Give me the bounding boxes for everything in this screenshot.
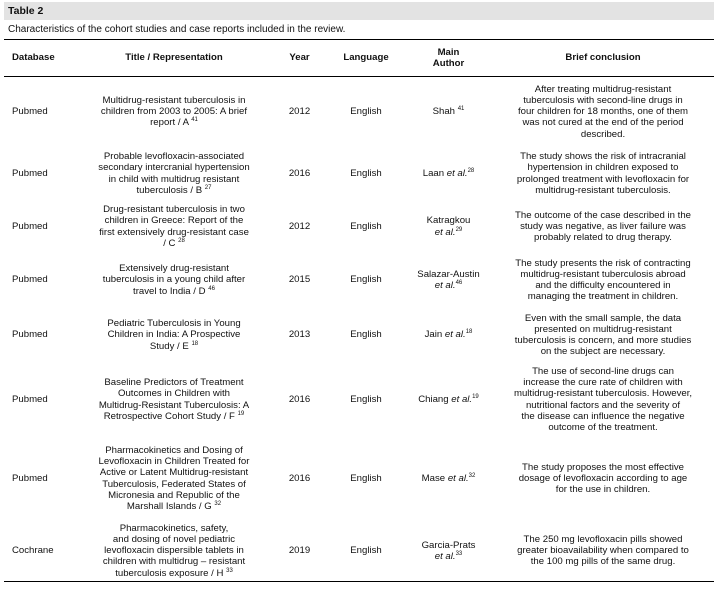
cell-year: 2012 — [288, 220, 311, 232]
header-row — [4, 40, 714, 77]
column-header-author: Main Author — [405, 40, 492, 77]
cell-conclusion: The 250 mg levofloxacin pills showed greater bioavailability when compared to the 100 mg pills of the same drug. — [492, 521, 714, 582]
cell-year: 2016 — [288, 167, 311, 179]
cell-database: Pubmed — [12, 220, 48, 232]
title-reference: 28 — [178, 237, 185, 244]
table-row — [4, 147, 714, 201]
table-row — [4, 521, 714, 582]
table-label: Table 2 — [4, 2, 714, 20]
title-reference: 33 — [226, 567, 233, 574]
table-row — [4, 201, 714, 253]
cell-language: English — [350, 106, 382, 118]
cell-title — [76, 521, 272, 582]
cell-author — [405, 147, 492, 201]
author-text: Laan et al. — [422, 167, 468, 179]
characteristics-table — [4, 39, 714, 582]
author-text: Garcia-Prats et al. — [421, 539, 476, 562]
cell-author — [405, 437, 492, 521]
cell-conclusion: The study shows the risk of intracranial hypertension in children exposed to prolonged treatment with levofloxacin for multidrug-resistant tuberculosis. — [516, 151, 690, 196]
table-row — [4, 308, 714, 363]
cell-title — [76, 147, 272, 201]
title-reference: 19 — [237, 410, 245, 417]
title-reference: 18 — [191, 340, 199, 347]
cell-conclusion: After treating multidrug-resistant tuberculosis with second-line drugs in four children for 18 months, one of them was not cured at the end of the period described. — [517, 83, 689, 140]
title-text: Probable levofloxacin-associated secondary intercranial hypertension in child with multidrug resistant tuberculosis / B — [98, 151, 250, 196]
cell-database: Cochrane — [4, 521, 76, 582]
author-text: Shah — [432, 106, 456, 118]
table-row — [4, 363, 714, 437]
cell-title — [76, 201, 272, 253]
cell-conclusion: Even with the small sample, the data presented on multidrug-resistant tuberculosis is concern, and more studies on the subject are necessary. — [514, 312, 692, 358]
cell-title — [76, 437, 272, 521]
cell-database: Pubmed — [12, 329, 48, 341]
cell-title — [76, 308, 272, 363]
cell-database: Pubmed — [12, 106, 48, 118]
cell-conclusion: The outcome of the case described in the study was negative, as liver failure was probably related to drug therapy. — [515, 209, 691, 244]
cell-language: English — [350, 167, 382, 179]
cell-conclusion: The study presents the risk of contracting multidrug-resistant tuberculosis abroad and the difficulty encountered in managing the treatment in children. — [515, 257, 691, 303]
title-reference: 32 — [214, 500, 222, 507]
table-caption: Characteristics of the cohort studies and case reports included in the review. — [8, 24, 346, 35]
author-reference: 19 — [472, 393, 479, 400]
author-reference: 28 — [467, 167, 475, 174]
author-text: Mase et al. — [421, 472, 469, 484]
author-text: Jain et al. — [424, 329, 466, 341]
title-text: Extensively drug-resistant tuberculosis in a young child after travel to India / D — [102, 263, 246, 297]
column-header-conclusion: Brief conclusion — [492, 40, 714, 77]
author-reference: 29 — [455, 226, 463, 233]
cell-year: 2015 — [288, 274, 311, 286]
cell-language: English — [350, 393, 382, 405]
cell-year: 2019 — [272, 521, 327, 582]
cell-title — [76, 363, 272, 437]
cell-author — [405, 308, 492, 363]
cell-language: English — [350, 220, 382, 232]
table-row — [4, 437, 714, 521]
title-reference: 46 — [208, 285, 215, 292]
author-text: Chiang et al. — [418, 393, 473, 405]
cell-conclusion: The study proposes the most effective dosage of levofloxacin according to age for the use in children. — [518, 461, 688, 496]
author-reference: 46 — [455, 279, 463, 286]
title-text: Drug-resistant tuberculosis in two children in Greece: Report of the first extensively drug-resistant case / C — [99, 204, 249, 249]
title-text: Multidrug-resistant tuberculosis in children from 2003 to 2005: A brief report / A — [100, 94, 248, 129]
cell-language: English — [350, 472, 382, 484]
author-text: Salazar-Austin et al. — [417, 268, 480, 291]
cell-database: Pubmed — [12, 393, 48, 405]
author-reference: 32 — [468, 472, 476, 479]
cell-language: English — [350, 274, 382, 286]
cell-conclusion: The use of second-line drugs can increase the cure rate of children with multidrug-resistant tuberculosis. However, nutritional factors and the severity of the disease can influence the negative outcome of the treatment. — [513, 365, 693, 433]
column-header-year: Year — [272, 40, 327, 77]
cell-author — [405, 253, 492, 308]
column-header-title: Title / Representation — [76, 40, 272, 77]
cell-database: Pubmed — [12, 472, 48, 484]
cell-database: Pubmed — [12, 274, 48, 286]
column-header-language: Language — [327, 40, 405, 77]
cell-year: 2016 — [288, 472, 311, 484]
cell-author — [405, 521, 492, 582]
table-row — [4, 253, 714, 308]
cell-title — [76, 77, 272, 147]
cell-database: Pubmed — [12, 167, 48, 179]
cell-author — [405, 363, 492, 437]
cell-year: 2016 — [288, 393, 311, 405]
cell-language: English — [350, 329, 382, 341]
cell-year: 2013 — [288, 329, 311, 341]
author-text: Katragkou et al. — [426, 215, 471, 238]
author-reference: 41 — [457, 105, 465, 112]
title-text: Pharmacokinetics, safety, and dosing of novel pediatric levofloxacin dispersible tablets in children with multidrug – resistant tuberculosis exposure / H — [102, 522, 246, 579]
author-reference: 18 — [465, 329, 473, 336]
title-reference: 41 — [191, 117, 198, 124]
cell-year: 2012 — [288, 106, 311, 118]
table-row — [4, 77, 714, 147]
cell-language: English — [327, 521, 405, 582]
title-text: Pediatric Tuberculosis in Young Children in India: A Prospective Study / E — [107, 318, 241, 352]
author-reference: 33 — [455, 550, 463, 557]
title-reference: 27 — [204, 184, 212, 191]
title-text: Baseline Predictors of Treatment Outcomes in Children with Multidrug-Resistant Tuberculosis: A Retrospective Cohort Study / F — [98, 377, 250, 422]
column-header-database: Database — [4, 40, 76, 77]
title-text: Pharmacokinetics and Dosing of Levofloxacin in Children Treated for Active or Latent Multidrug-resistant Tuberculosis, Federated States of Micronesia and Republic of the Marshall Islands / G — [98, 444, 250, 512]
cell-author — [405, 201, 492, 253]
cell-author — [405, 77, 492, 147]
cell-title — [76, 253, 272, 308]
